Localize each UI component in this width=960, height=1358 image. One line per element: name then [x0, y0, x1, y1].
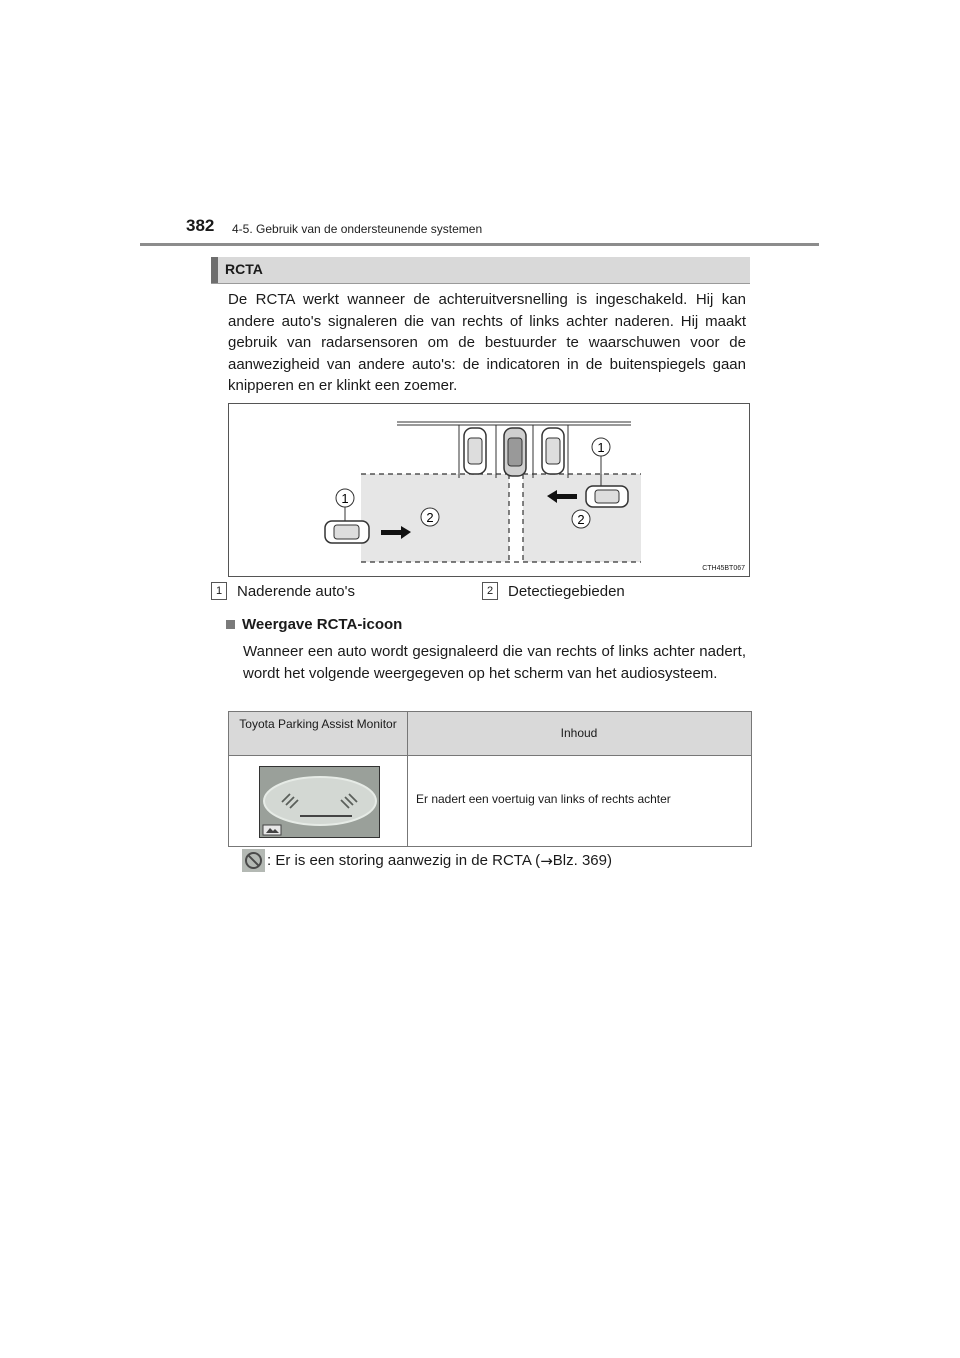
callout-label: 1: [597, 440, 605, 455]
rcta-icon-table: [228, 711, 752, 847]
section-title: RCTA: [225, 261, 263, 277]
callout-label: 1: [341, 491, 349, 506]
section-title-bar: [211, 257, 750, 284]
legend-number: 2: [482, 582, 498, 600]
callout-label: 2: [577, 512, 585, 527]
table-cell-content: Er nadert een voertuig van links of rechts achter: [416, 792, 671, 806]
subsection-title: Weergave RCTA-icoon: [242, 616, 403, 633]
table-header-content: Inhoud: [560, 726, 598, 740]
figure-code: CTH45BT067: [702, 565, 745, 572]
bullet-square-icon: [226, 620, 235, 629]
callout-label: 2: [426, 510, 434, 525]
legend-label: Detectiegebieden: [508, 582, 625, 600]
arrow-right-symbol: →: [540, 851, 553, 870]
rcta-diagram: [228, 403, 750, 577]
subsection-heading: [226, 616, 402, 633]
parked-car-1: [464, 428, 486, 474]
approaching-car-right: [586, 486, 628, 507]
table-header-monitor: Toyota Parking Assist Monitor: [239, 717, 397, 731]
malfunction-note: [242, 849, 612, 872]
monitor-rcta-display: [260, 767, 379, 837]
page-number: 382: [186, 216, 215, 235]
legend-label: Naderende auto's: [237, 582, 355, 600]
callout-1-right: [592, 438, 610, 456]
rcta-malfunction-icon: [242, 849, 265, 872]
header-rule: [140, 243, 819, 246]
callout-2-right: [572, 510, 590, 528]
approaching-car-left: [325, 521, 369, 543]
section-bar-accent: [211, 257, 218, 283]
section-body: De RCTA werkt wanneer de achteruitversnelling is ingeschakeld. Hij kan andere auto's signaleren die van rechts of links achter naderen. Hij maakt gebruik van radarsensoren om de bestuurder te waarschuwen voor de aanwezigheid van andere auto's: de indicatoren in de buitenspiegels gaan knipperen en er klinkt een zoemer.: [228, 291, 746, 394]
note-page-reference: Blz. 369): [552, 852, 612, 869]
note-prefix: : Er is een storing aanwezig in de RCTA (: [267, 852, 541, 869]
callout-1-left: [336, 489, 354, 507]
rcta-own-car: [504, 428, 526, 476]
legend-item-detection-areas: [482, 582, 625, 600]
parked-car-3: [542, 428, 564, 474]
legend-number: 1: [211, 582, 227, 600]
subsection-body: Wanneer een auto wordt gesignaleerd die van rechts of links achter nadert, wordt het volgende weergegeven op het scherm van het audiosysteem.: [243, 643, 746, 682]
rcta-diagram-svg: [229, 404, 749, 576]
parking-monitor-screen: [259, 766, 380, 838]
callout-2-left: [421, 508, 439, 526]
section-path: 4-5. Gebruik van de ondersteunende systemen: [232, 222, 483, 236]
legend-item-approaching-cars: [211, 582, 355, 600]
